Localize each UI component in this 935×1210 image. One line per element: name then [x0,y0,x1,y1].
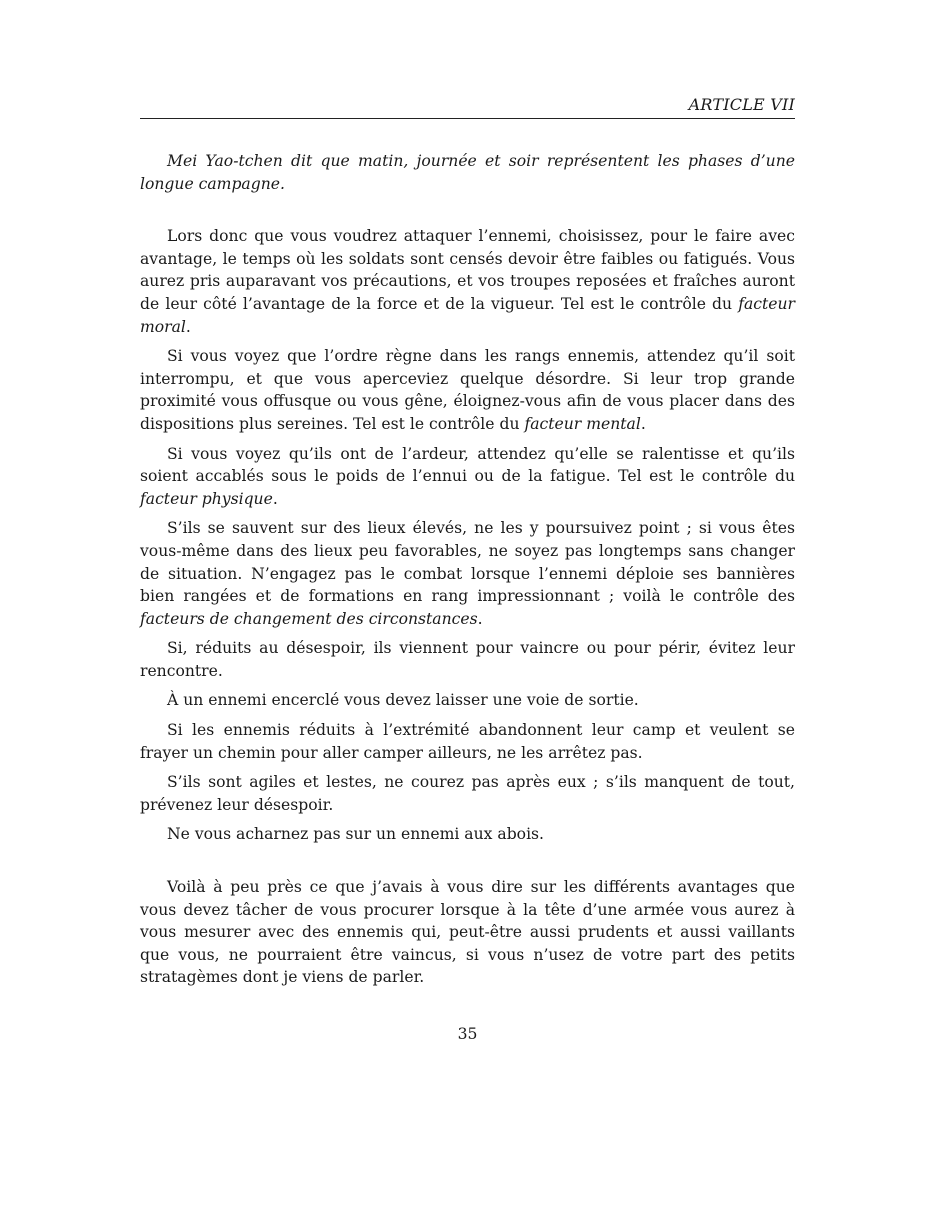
emphasis-text: facteur moral [140,294,795,336]
paragraph-text: S’ils se sauvent sur des lieux élevés, ne les y poursuivez point ; si vous êtes vous-même dans des lieux peu favorables, ne soyez pas longtemps sans changer de situation. N’engagez pas le combat lorsque l’ennemi déploie ses bannières bien rangées et de formations en rang impressionnant ; voilà le contrôle des [140,519,795,606]
paragraph [140,637,795,682]
paragraph-text: S’ils sont agiles et lestes, ne courez pas après eux ; s’ils manquent de tout, prévenez leur désespoir. [140,773,795,814]
paragraph [140,517,795,630]
paragraph-text: Si vous voyez qu’ils ont de l’ardeur, attendez qu’elle se ralentisse et qu’ils soient accablés sous le poids de l’ennui ou de la fatigue. Tel est le contrôle du [140,444,795,486]
paragraph-text: Si vous voyez que l’ordre règne dans les rangs ennemis, attendez qu’il soit interrompu, et que vous aperceviez quelque désordre. Si leur trop grande proximité vous offusque ou vous gêne, éloignez-vous afin de vous placer dans des dispositions plus sereines. Tel est le contrôle du [140,347,795,433]
paragraph-text: Si les ennemis réduits à l’extrémité abandonnent leur camp et veulent se frayer un chemin pour aller camper ailleurs, ne les arrêtez pas. [140,721,795,762]
paragraph-text-end: . [185,317,191,336]
paragraph [140,823,795,846]
paragraph [140,345,795,435]
paragraph [140,719,795,764]
emphasis-text: facteurs de changement des circonstances [140,609,478,628]
paragraph-text: Si, réduits au désespoir, ils viennent pour vaincre ou pour périr, évitez leur rencontre. [140,639,795,680]
paragraph [140,443,795,511]
closing-paragraph: Voilà à peu près ce que j’avais à vous dire sur les différents avantages que vous devez tâcher de vous procurer lorsque à la tête d’une armée vous aurez à vous mesurer avec des ennemis qui, peut-être aussi prudents et aussi vaillants que vous, ne pourraient être vaincus, si vous n’usez de votre part des petits stratagèmes dont je viens de parler. [140,878,795,987]
paragraph-text: Lors donc que vous voudrez attaquer l’ennemi, choisissez, pour le faire avec avantage, le temps où les soldats sont censés devoir être faibles ou fatigués. Vous aurez pris auparavant vos précautions, et vos troupes reposées et fraîches auront de leur côté l’avantage de la force et de la vigueur. Tel est le contrôle du [140,227,795,313]
emphasis-text: facteur mental [524,414,641,433]
paragraph-text: À un ennemi encerclé vous devez laisser une voie de sortie. [167,691,639,710]
paragraph-text-end: . [640,414,646,433]
book-page [140,0,795,1210]
emphasis-text: facteur physique [140,489,273,508]
paragraph [140,225,795,338]
paragraph-text-end: . [272,489,278,508]
page-body [140,150,795,996]
header-rule [140,118,795,119]
paragraph-text-end: . [477,609,483,628]
page-number: 35 [457,1025,478,1043]
paragraph [140,771,795,816]
epigraph: Mei Yao-tchen dit que matin, journée et soir représentent les phases d’une longue campagne. [140,152,795,193]
paragraph [140,689,795,712]
paragraph-text: Ne vous acharnez pas sur un ennemi aux abois. [167,825,545,844]
running-header: ARTICLE VII [688,95,795,114]
